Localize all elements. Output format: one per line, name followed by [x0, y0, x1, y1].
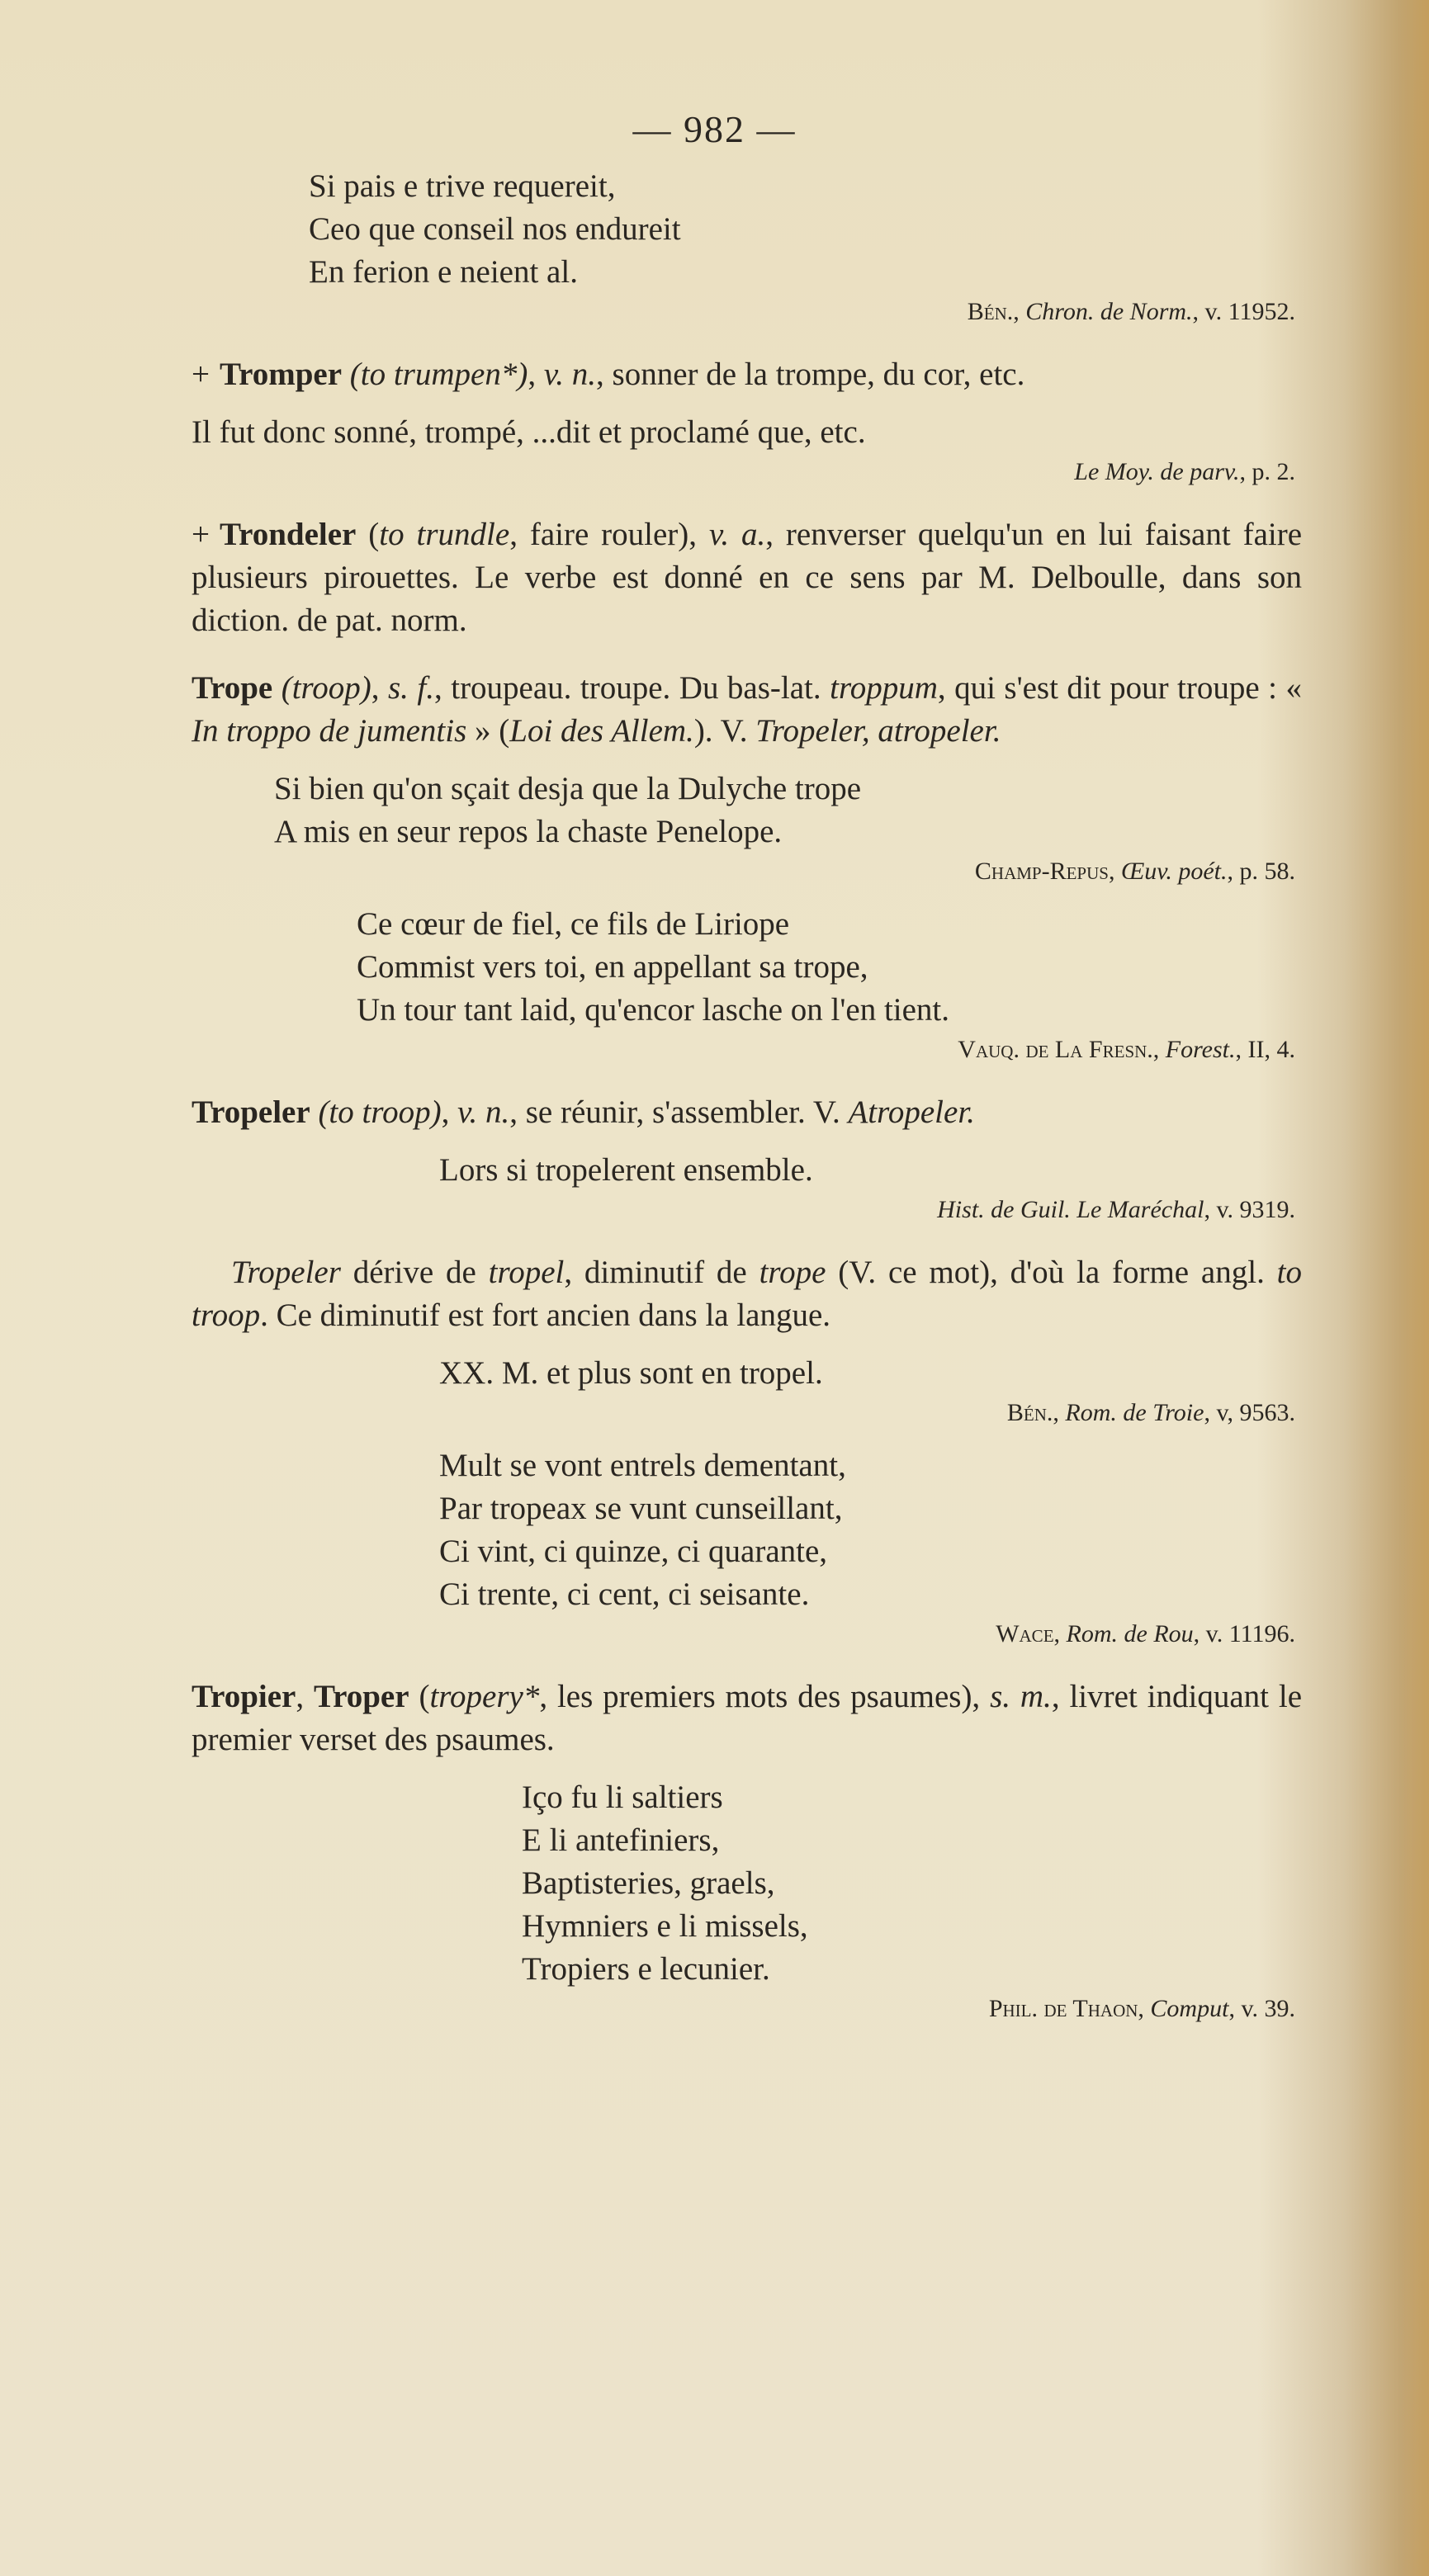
verse-line: Un tour tant laid, qu'encor lasche on l'en tient. — [357, 992, 950, 1028]
verse-line: Ci trente, ci cent, ci seisante. — [439, 1576, 810, 1612]
verse-line: Lors si tropelerent ensemble. — [439, 1152, 813, 1188]
entry-tromper: + Tromper (to trumpen*), v. n., sonner de la trompe, du cor, etc. — [192, 357, 1025, 392]
etymology: tropery* — [429, 1679, 540, 1714]
verse-line: Içо fu li saltiers — [522, 1780, 723, 1815]
verse-quote — [274, 768, 1302, 853]
etymology: (troop) — [281, 670, 371, 706]
verse-line: Baptisteries, graels, — [522, 1865, 775, 1901]
part-of-speech: v. a. — [708, 517, 766, 552]
etymology: (to trumpen*) — [349, 357, 528, 392]
verse-line: Ceo que conseil nos endureit — [309, 211, 681, 247]
page-number: — 982 — — [632, 108, 797, 150]
citation: Bén., Chron. de Norm., v. 11952. — [967, 298, 1295, 325]
page-content — [192, 165, 1302, 2025]
definition: se réunir, s'assembler. V. — [525, 1094, 840, 1130]
part-of-speech: v. n. — [457, 1094, 510, 1130]
verse-line: A mis en seur repos la chaste Penelope. — [274, 814, 783, 849]
part-of-speech: s. m. — [990, 1679, 1052, 1714]
verse-line: Ce cœur de fiel, ce fils de Liriope — [357, 906, 790, 942]
verse-line: E li antefiniers, — [522, 1822, 720, 1858]
citation: Wace, Rom. de Rou, v. 11196. — [996, 1620, 1295, 1647]
plus-marker-icon: + — [192, 517, 210, 552]
headword: Troper — [314, 1679, 409, 1714]
verse-line: Par tropeax se vunt cunseillant, — [439, 1491, 843, 1526]
verse-line: Mult se vont entrels dementant, — [439, 1448, 846, 1483]
verse-line: Tropiers e lecunier. — [522, 1951, 770, 1987]
headword: Tropeler — [192, 1094, 310, 1130]
verse-line: Ci vint, ci quinze, ci quarante, — [439, 1534, 828, 1569]
headword: Tropier — [192, 1679, 296, 1714]
definition: sonner de la trompe, du cor, etc. — [612, 357, 1025, 392]
entry-trope: Trope (troop), s. f., troupeau. troupe. Du bas-lat. troppum, qui s'est dit pour troupe : « In troppo de jumentis » (Loi des Allem.). V. Tropeler, atropeler. — [192, 670, 1302, 749]
entry-tropeler: Tropeler (to troop), v. n., se réunir, s'assembler. V. Atropeler. — [192, 1094, 975, 1130]
entry-trondeler: + Trondeler (to trundle, faire rouler), v. a., renverser quelqu'un en lui faisant faire plusieurs pirouettes. Le verbe est donné en ce sens par M. Delboulle, dans son diction. de pat. norm. — [192, 517, 1303, 638]
definition: livret indiquant le premier verset des psaumes. — [192, 1679, 1302, 1757]
citation: Bén., Rom. de Troie, v, 9563. — [1006, 1399, 1295, 1426]
citation: Vauq. de La Fresn., Forest., II, 4. — [958, 1036, 1295, 1063]
verse-quote — [439, 1444, 1302, 1616]
example-line: Il fut donc sonné, trompé, ...dit et proclamé que, etc. — [192, 414, 866, 450]
verse-line: Si bien qu'on sçait desja que la Dulyche trope — [274, 771, 862, 806]
verse-line: XX. M. et plus sont en tropel. — [439, 1355, 823, 1391]
verse-line: Commist vers toi, en appellant sa trope, — [357, 949, 868, 985]
verse-quote — [309, 165, 1302, 294]
etymology: (to troop) — [318, 1094, 442, 1130]
definition: renverser quelqu'un en lui faisant faire plusieurs pirouettes. Le verbe est donné en ce sens par M. Delboulle, dans son diction. de pat. norm. — [192, 517, 1303, 638]
verse-line: En ferion e neient al. — [309, 254, 578, 290]
citation: Champ-Repus, Œuv. poét., p. 58. — [974, 858, 1295, 885]
plus-marker-icon: + — [192, 357, 210, 392]
verse-line: Si pais e trive requereit, — [309, 168, 616, 204]
headword: Trondeler — [220, 517, 357, 552]
etymology: to trundle — [379, 517, 510, 552]
headword: Tromper — [220, 357, 343, 392]
verse-quote — [439, 1149, 1302, 1192]
citation: Le Moy. de parv., p. 2. — [1074, 458, 1295, 485]
citation: Hist. de Guil. Le Maréchal, v. 9319. — [937, 1196, 1295, 1223]
entry-tropier: Tropier, Troper (tropery*, les premiers mots des psaumes), s. m., livret indiquant le premier verset des psaumes. — [192, 1679, 1302, 1757]
verse-quote — [522, 1776, 1302, 1991]
verse-line: Hymniers e li missels, — [522, 1908, 808, 1944]
headword: Trope — [192, 670, 273, 706]
verse-quote — [439, 1352, 1302, 1395]
citation: Phil. de Thaon, Comput, v. 39. — [988, 1995, 1295, 2022]
part-of-speech: v. n. — [543, 357, 597, 392]
etymology-note: Tropeler dérive de tropel, diminutif de trope (V. ce mot), d'où la forme angl. to troop. Ce diminutif est fort ancien dans la langue. — [192, 1255, 1302, 1333]
verse-quote — [357, 903, 1302, 1032]
part-of-speech: s. f. — [388, 670, 434, 706]
